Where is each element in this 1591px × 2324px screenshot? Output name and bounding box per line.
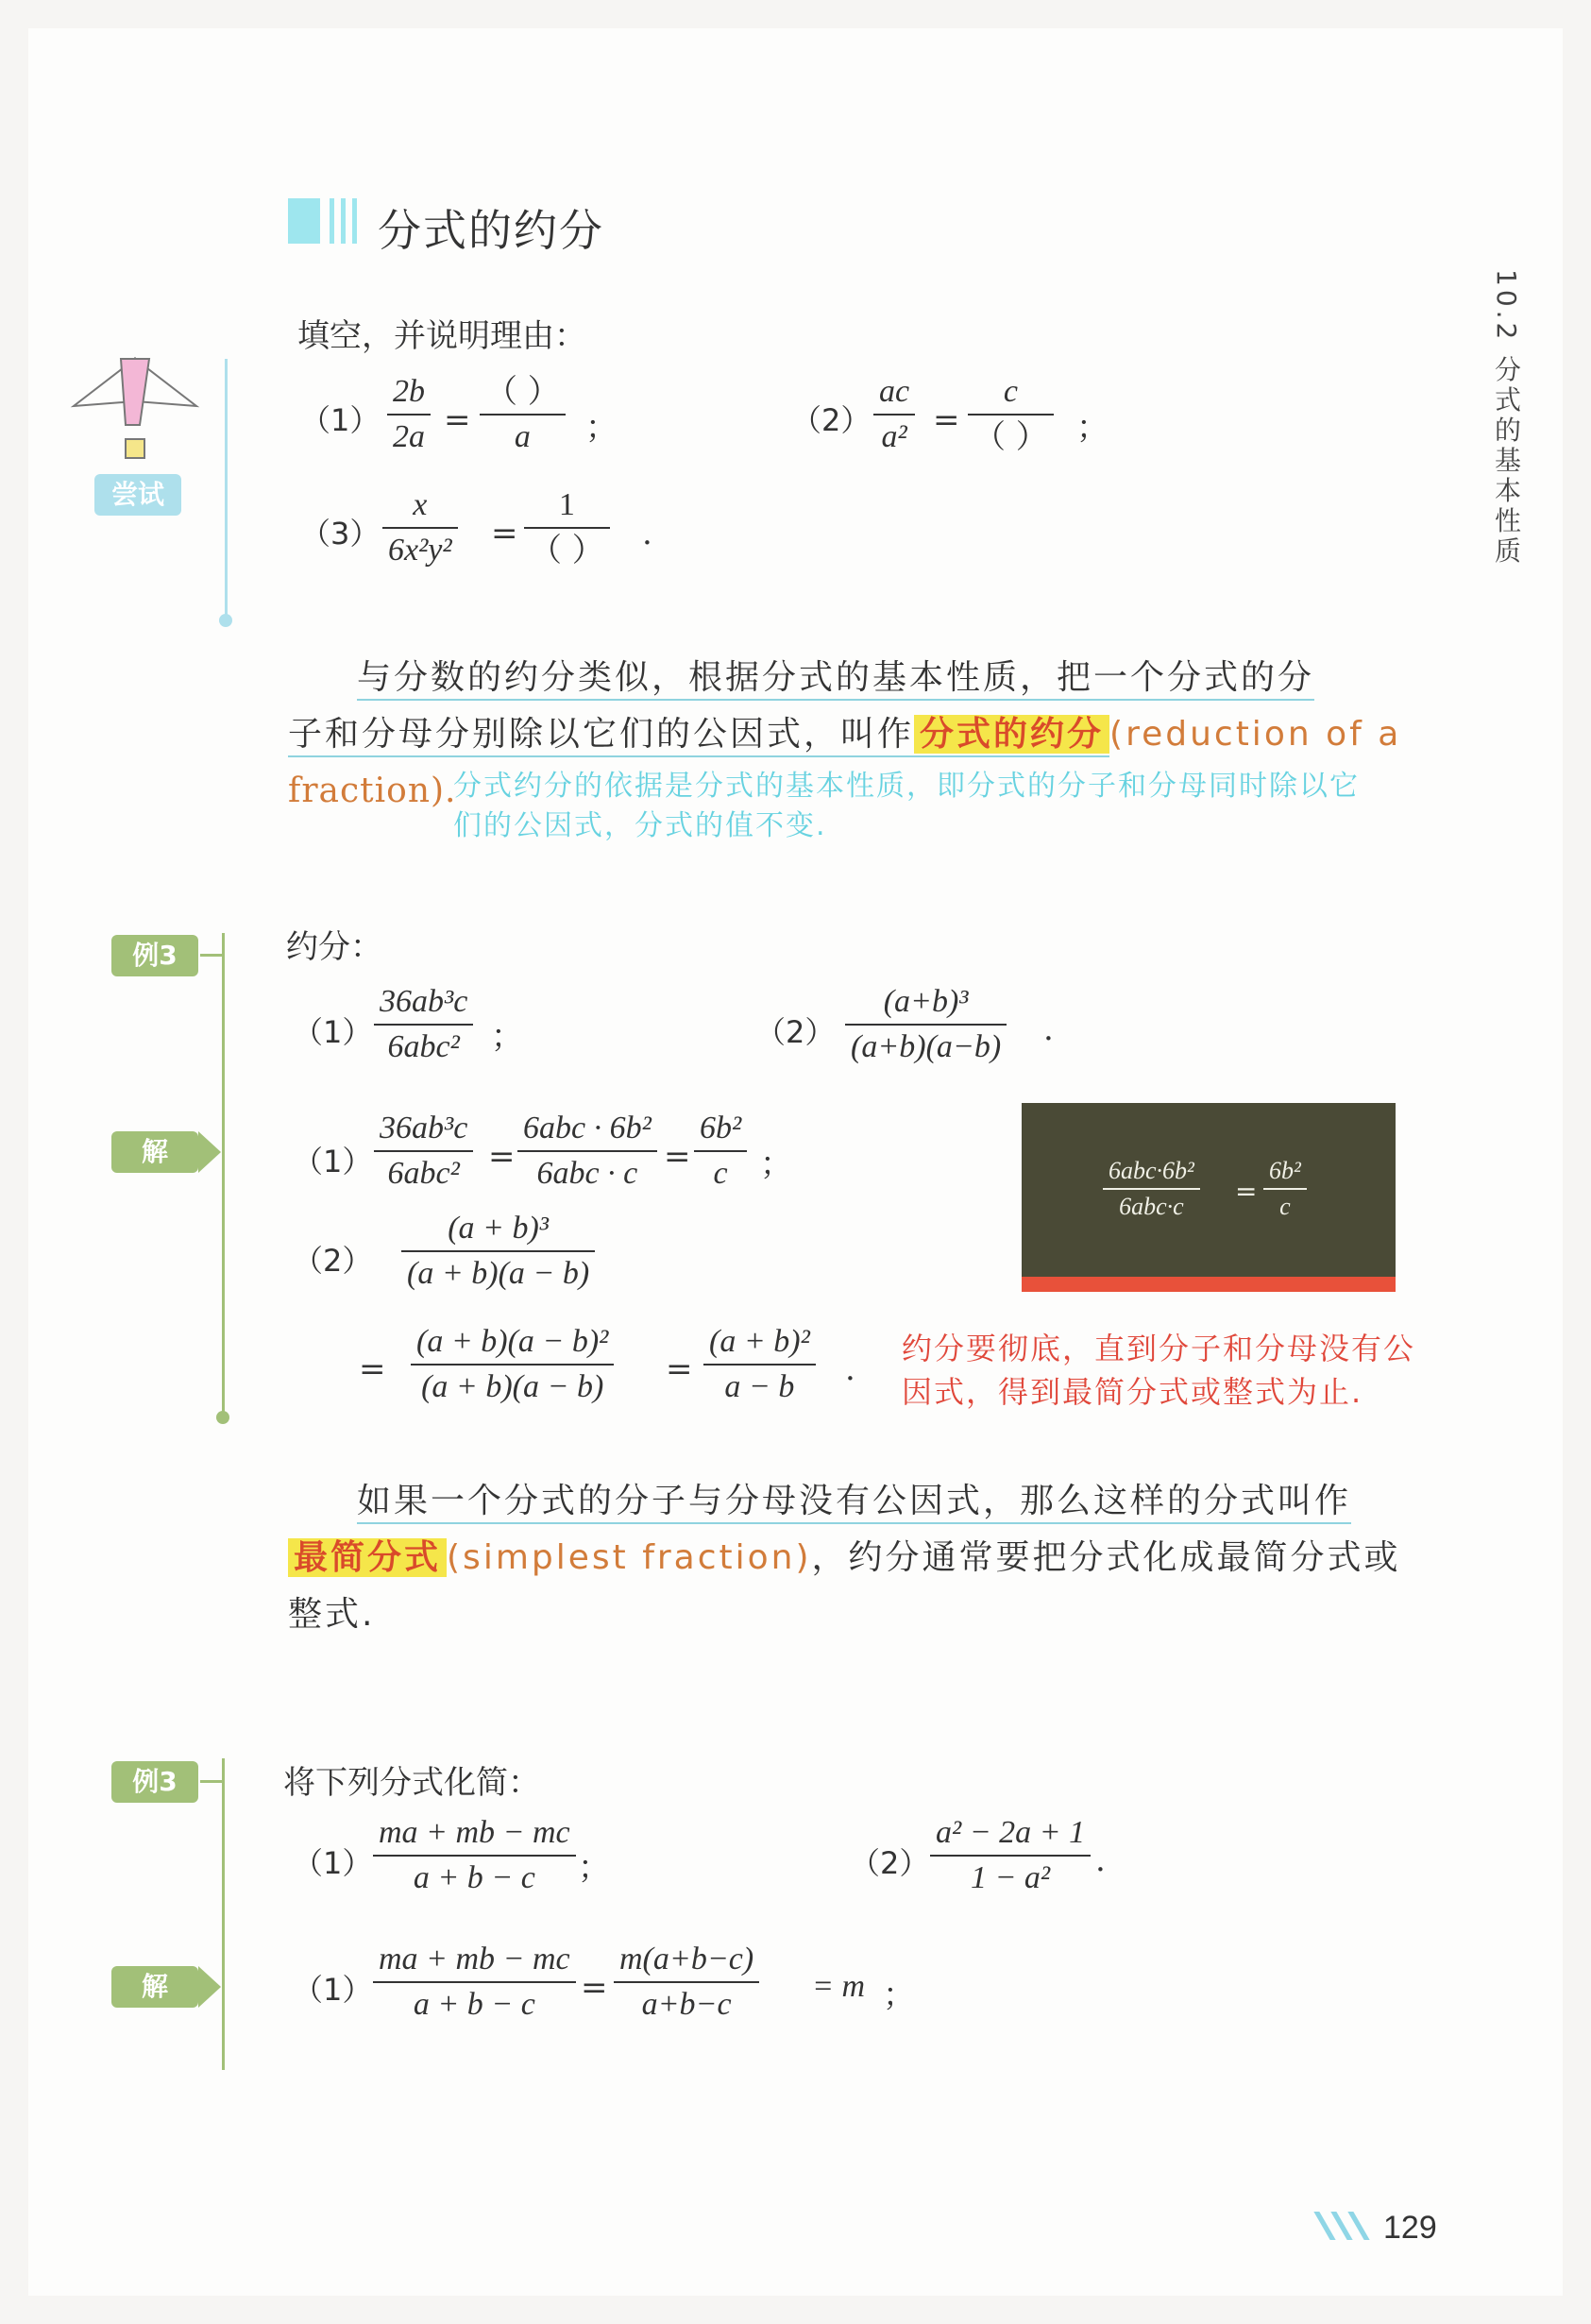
try-item2-end: ； — [1076, 409, 1109, 447]
solution1-badge: 解 — [111, 1131, 198, 1173]
pinwheel-icon — [64, 349, 206, 463]
definition2-line3: 整式. — [288, 1595, 376, 1634]
try-item2-eq: = — [933, 401, 960, 439]
try-line-dot — [219, 614, 232, 627]
example2-p2-frac: a² − 2a + 1 1 − a² — [930, 1811, 1091, 1900]
solution2-s1-label: （1） — [293, 1972, 373, 2008]
term-simplest: 最简分式 — [288, 1538, 447, 1577]
chapter-side-label: 10.2 分式的基本性质 — [1491, 269, 1522, 568]
definition1-note: 分式约分的依据是分式的基本性质，即分式的分子和分母同时除以它们的公因式，分式的值不变. — [453, 770, 1360, 842]
try-item1-rhs: （ ） a — [480, 370, 566, 459]
try-item1-lhs: 2b 2a — [387, 370, 431, 459]
blackboard-stripe — [1022, 1277, 1396, 1292]
try-item2-lhs: ac a² — [873, 370, 915, 459]
example2-instruction: 将下列分式化简： — [283, 1764, 540, 1802]
example1-p1-end: ； — [491, 1018, 523, 1056]
example1-instruction: 约分： — [286, 928, 382, 966]
example1-p2-end: . — [1043, 1010, 1054, 1048]
example1-p1-frac: 36ab³c 6abc² — [374, 980, 473, 1069]
solution1-s2-end: . — [845, 1350, 855, 1388]
example2-badge: 例3 — [111, 1761, 198, 1803]
definition2-line2: 最简分式 (simplest fraction)，约分通常要把分式化成最简分式或 — [288, 1530, 1401, 1586]
term-reduction: 分式的约分 — [914, 715, 1109, 754]
solution1-s1-label: （1） — [293, 1144, 373, 1179]
solution2-s1-end: ； — [883, 1976, 915, 2014]
solution1-s2-label: （2） — [293, 1243, 373, 1279]
term-simplest-en: (simplest fraction) — [447, 1538, 812, 1577]
definition1-line1: 与分数的约分类似，根据分式的基本性质，把一个分式的分 — [357, 650, 1314, 706]
solution2-s1-eq: = — [581, 1969, 608, 2007]
solution1-s1-eq2: = — [664, 1138, 691, 1176]
solution1-arrow-icon — [198, 1131, 221, 1173]
solution1-s1-end: ； — [760, 1145, 792, 1183]
example2-p1-label: （1） — [293, 1845, 373, 1881]
example2-p2-end: . — [1095, 1841, 1106, 1879]
definition1-line2: 子和分母分别除以它们的公因式，叫作 分式的约分 (reduction of a — [288, 706, 1401, 763]
try-item3-rhs: 1 （ ） — [524, 483, 610, 572]
example2-line — [222, 1758, 225, 2070]
try-badge: 尝试 — [94, 474, 181, 516]
example1-p2-frac: (a+b)³ (a+b)(a−b) — [845, 980, 1007, 1069]
example1-badge: 例3 — [111, 935, 198, 976]
solution1-s1-f3: 6b² c — [694, 1107, 747, 1196]
solution1-note: 约分要彻底，直到分子和分母没有公因式，得到最简分式或整式为止. — [902, 1331, 1416, 1410]
try-item2-rhs: c （ ） — [968, 370, 1054, 459]
try-instruction: 填空，并说明理由： — [297, 317, 586, 355]
example2-p2-label: （2） — [850, 1845, 930, 1881]
solution1-s2-eq2: = — [666, 1350, 693, 1388]
solution2-s1-f2: m(a+b−c) a+b−c — [614, 1938, 759, 2027]
try-item3-lhs: x 6x²y² — [382, 483, 458, 572]
example2-p1-frac: ma + mb − mc a + b − c — [373, 1811, 576, 1900]
solution1-s2-f2: (a + b)(a − b)² (a + b)(a − b) — [411, 1320, 614, 1409]
definition1-line3: fraction). — [288, 772, 457, 810]
example1-p2-label: （2） — [755, 1014, 836, 1050]
blackboard-illustration — [1022, 1103, 1396, 1290]
section-title: 分式的约分 — [378, 205, 604, 256]
example1-line — [222, 933, 225, 1416]
try-item1-label: （1） — [300, 402, 381, 438]
definition2-line1: 如果一个分式的分子与分母没有公因式，那么这样的分式叫作 — [357, 1473, 1351, 1530]
board-result: 6b² c — [1263, 1154, 1307, 1224]
try-item1-end: ； — [585, 409, 618, 447]
solution1-s2-eq1: = — [359, 1350, 386, 1388]
solution2-s1-f1: ma + mb − mc a + b − c — [373, 1938, 576, 2027]
solution1-s1-f1: 36ab³c 6abc² — [374, 1107, 473, 1196]
board-fraction: 6abc·6b² 6abc·c — [1103, 1154, 1200, 1224]
try-item1-eq: = — [444, 401, 471, 439]
page-number: 129 — [1383, 2210, 1437, 2246]
board-eq: = — [1235, 1176, 1258, 1207]
solution1-s2-f3: (a + b)² a − b — [703, 1320, 816, 1409]
example1-line-dot — [216, 1411, 229, 1424]
solution1-s1-f2: 6abc · 6b² 6abc · c — [517, 1107, 657, 1196]
term-reduction-en: (reduction of a — [1109, 715, 1402, 754]
try-line — [225, 359, 228, 623]
solution2-arrow-icon — [198, 1966, 221, 2008]
example2-p1-end: ； — [578, 1849, 610, 1887]
example1-p1-label: （1） — [293, 1014, 373, 1050]
solution1-s1-eq1: = — [488, 1138, 516, 1176]
solution2-badge: 解 — [111, 1966, 198, 2008]
try-item2-label: （2） — [791, 402, 872, 438]
solution1-s2-f1: (a + b)³ (a + b)(a − b) — [401, 1207, 595, 1296]
try-item3-label: （3） — [300, 516, 381, 551]
try-item3-end: . — [642, 515, 652, 552]
solution2-s1-result: = m — [812, 1969, 865, 2004]
try-item3-eq: = — [491, 515, 518, 552]
